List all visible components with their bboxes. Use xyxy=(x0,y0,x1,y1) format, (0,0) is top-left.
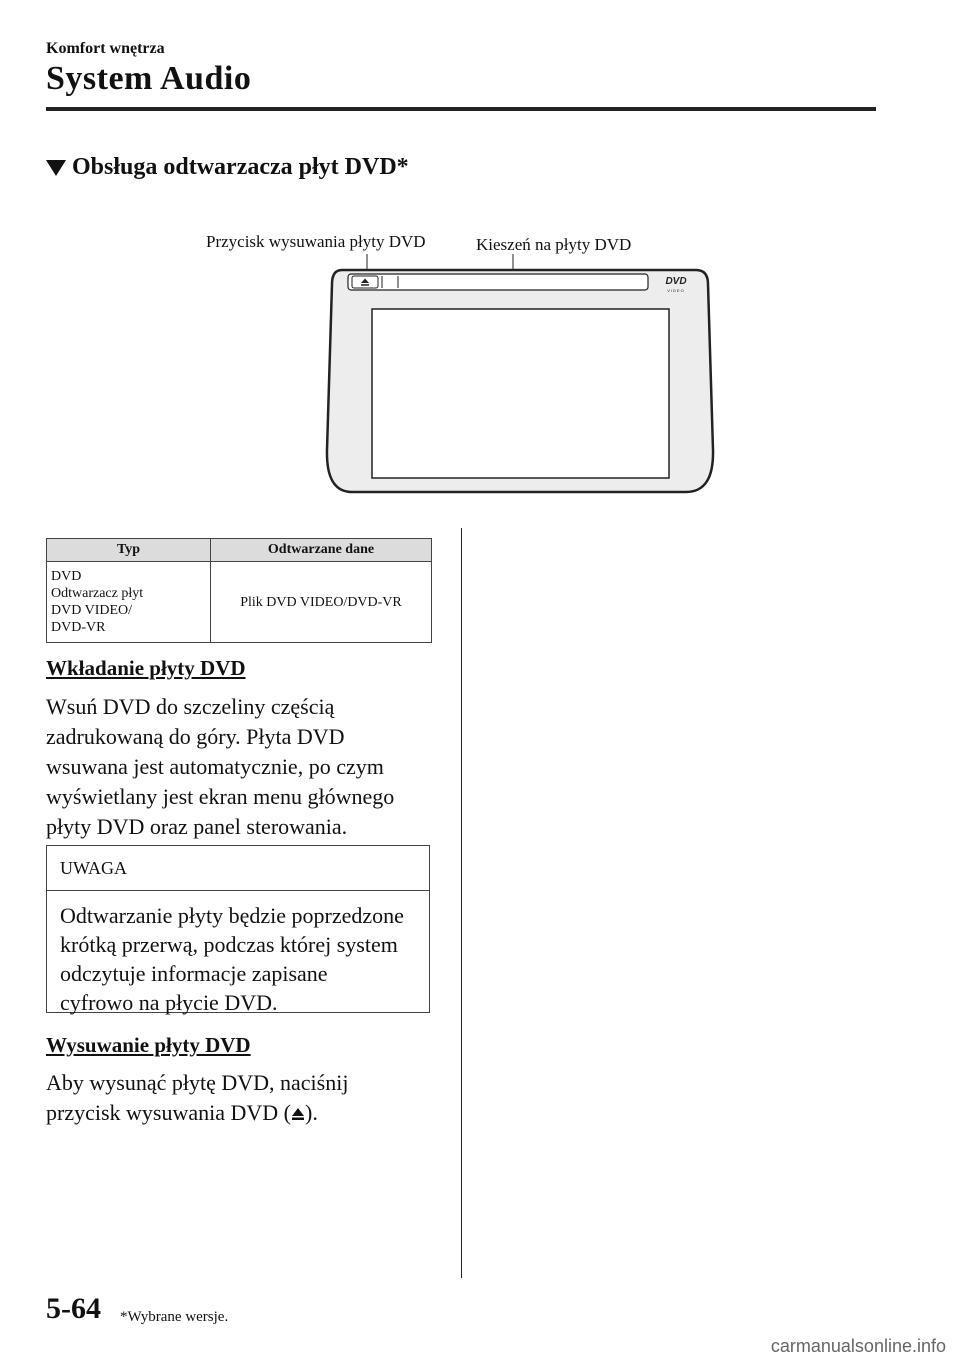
eject-line-before: przycisk wysuwania DVD ( xyxy=(46,1100,291,1125)
spec-table xyxy=(46,538,432,643)
dvd-logo-icon: DVD xyxy=(665,276,687,287)
type-line: Odtwarzacz płyt xyxy=(51,586,144,601)
section-kicker: Komfort wnętrza xyxy=(46,40,165,57)
eject-heading: Wysuwanie płyty DVD xyxy=(46,1033,251,1057)
watermark: carmanualsonline.info xyxy=(770,1336,946,1356)
triangle-down-icon xyxy=(46,160,66,176)
subsection-heading xyxy=(46,154,409,181)
note-line: Odtwarzanie płyty będzie poprzedzone xyxy=(60,903,404,928)
insert-line: wsuwana jest automatycznie, po czym xyxy=(46,754,384,779)
eject-line-2 xyxy=(46,1098,436,1128)
type-line: DVD xyxy=(51,569,82,584)
type-line: DVD-VR xyxy=(51,620,106,635)
type-line: DVD VIDEO/ xyxy=(51,603,133,618)
insert-paragraph xyxy=(46,692,436,842)
footnote: *Wybrane wersje. xyxy=(120,1309,229,1325)
insert-heading: Wkładanie płyty DVD xyxy=(46,656,246,680)
insert-line: płyty DVD oraz panel sterowania. xyxy=(46,814,348,839)
column-divider xyxy=(461,528,462,1278)
dvd-logo-sub: VIDEO xyxy=(667,288,685,293)
note-line: krótką przerwą, podczas której system xyxy=(60,932,398,957)
note-box xyxy=(46,845,430,1013)
insert-line: wyświetlany jest ekran menu głównego xyxy=(46,784,395,809)
callout-eject-label: Przycisk wysuwania płyty DVD xyxy=(206,232,426,251)
eject-icon xyxy=(291,1107,305,1121)
callout-slot-label: Kieszeń na płyty DVD xyxy=(476,235,632,254)
insert-line: Wsuń DVD do szczeliny częścią xyxy=(46,694,335,719)
eject-line-after: ). xyxy=(305,1100,318,1125)
table-row xyxy=(47,562,432,643)
subsection-title: Obsługa odtwarzacza płyt DVD* xyxy=(72,154,409,180)
insert-line: zadrukowaną do góry. Płyta DVD xyxy=(46,724,345,749)
table-header-row xyxy=(47,539,432,562)
table-header-type: Typ xyxy=(47,539,211,562)
disc-slot xyxy=(348,274,648,290)
player-screen xyxy=(372,309,669,478)
table-header-data: Odtwarzane dane xyxy=(211,539,432,562)
page-title: System Audio xyxy=(46,60,252,97)
note-label: UWAGA xyxy=(47,846,429,891)
note-line: cyfrowo na płycie DVD. xyxy=(60,990,278,1015)
eject-paragraph xyxy=(46,1068,436,1128)
table-cell-type xyxy=(47,562,211,643)
title-rule xyxy=(46,107,876,111)
dvd-player-figure xyxy=(320,250,720,500)
note-body xyxy=(47,891,429,1027)
page-number: 5-64 xyxy=(46,1292,101,1325)
table-cell-data: Plik DVD VIDEO/DVD-VR xyxy=(211,562,432,643)
note-line: odczytuje informacje zapisane xyxy=(60,961,328,986)
eject-line: Aby wysunąć płytę DVD, naciśnij xyxy=(46,1070,349,1095)
